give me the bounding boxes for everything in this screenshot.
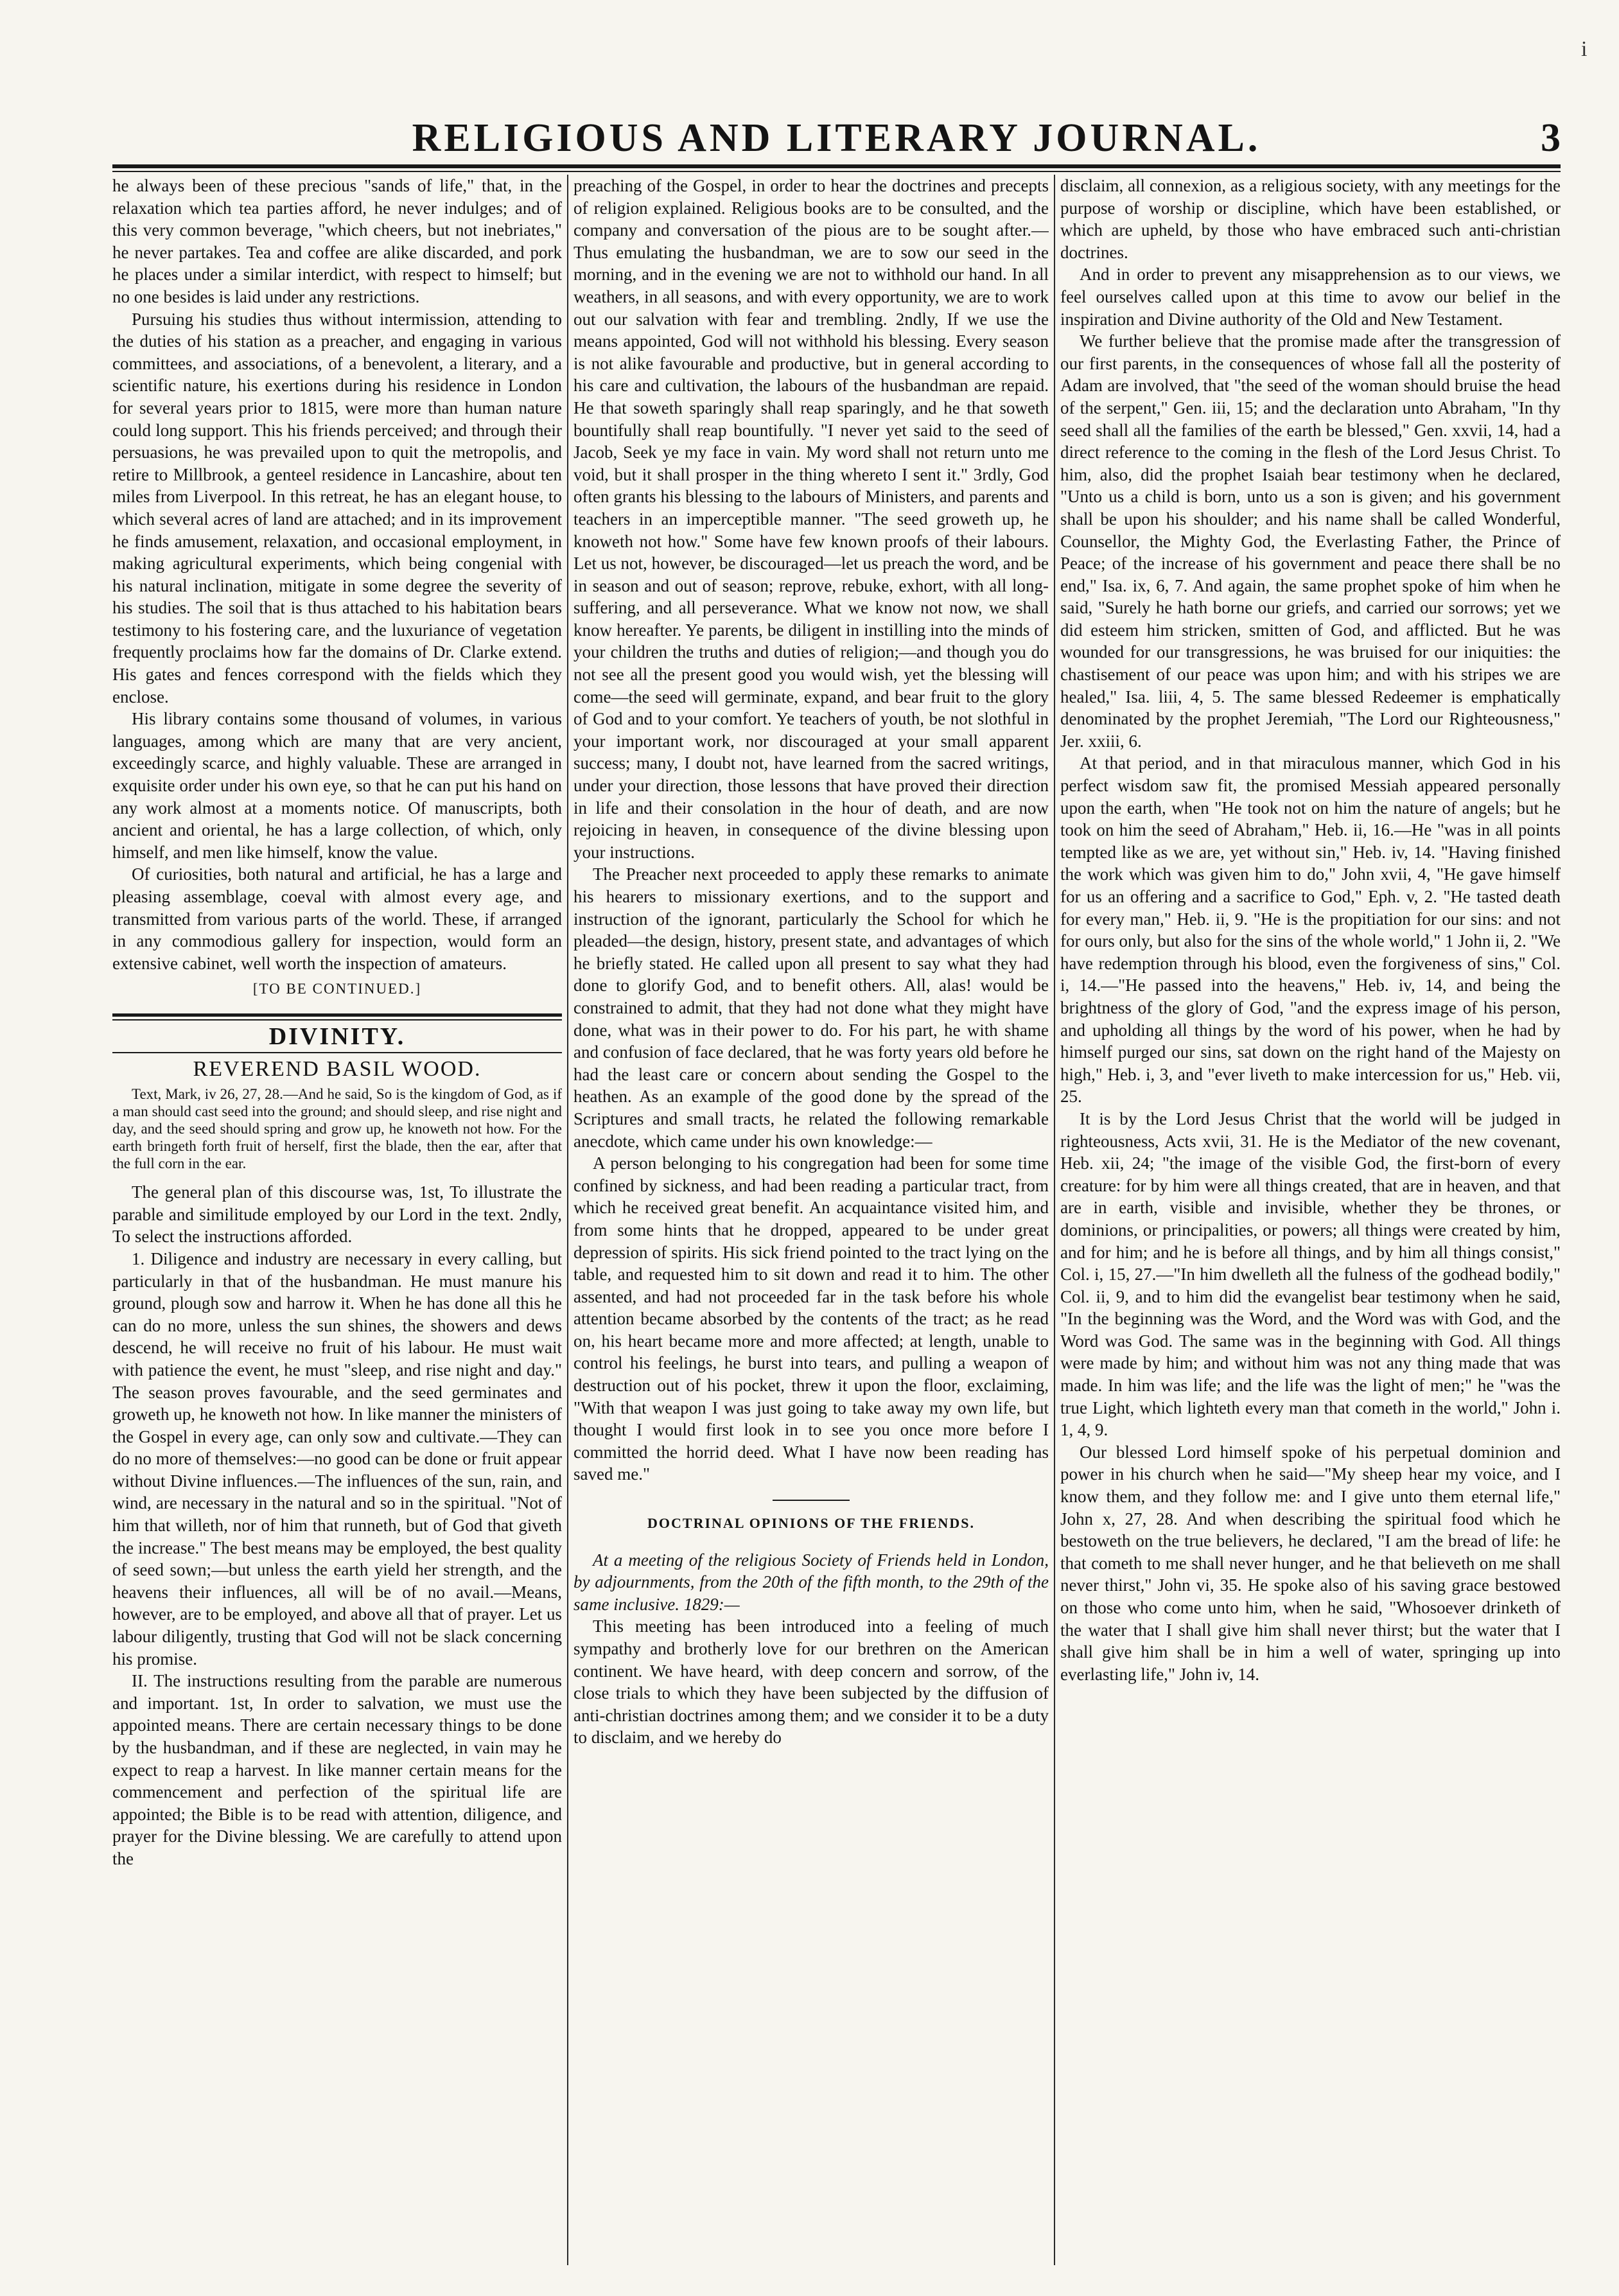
section-title: DIVINITY. [268, 1022, 406, 1050]
article-intro: At a meeting of the religious Society of Friends held in London, by adjournments, from the 20th of the fifth month, to the 29th of the same inclusive. 1829:— [573, 1550, 1049, 1614]
article-paragraph: preaching of the Gospel, in order to hear the doctrines and precepts of religion explained. Religious books are to be consulted, and the company and conversation of the pious are to be sought after.—Thus emulating the husbandman, we are to sow our seed in the morning, and in the evening we are not to withhold our hand. In all weathers, in all seasons, and with every opportunity, we are to work out our salvation with fear and trembling. 2ndly, If we use the means appointed, God will not withhold his blessing. Every season is not alike favourable and productive, but in general according to his care and cultivation, the labours of the husbandman are repaid. He that soweth sparingly shall reap sparingly, and he that soweth bountifully shall reap bountifully. "I never yet said to the seed of Jacob, Seek ye my face in vain. My word shall not return unto me void, but it shall prosper in the thing whereto I sent it." 3rdly, God often grants his blessing to the labours of Ministers, and parents and teachers in an imperceptible manner. "The seed groweth up, he knoweth not how." Some have few known proofs of their labours. Let us not, however, be discouraged—let us preach the word, and be in season and out of season; reprove, rebuke, exhort, with all long-suffering, and all perseverance. What we know not now, we shall know hereafter. Ye parents, be diligent in instilling into the minds of your children the truths and duties of religion;—and though you do not see all the present good you would wish, yet the blessing will come—the seed will germinate, expand, and bear fruit to the glory of God and to your comfort. Ye teachers of youth, be not slothful in your important work, nor discouraged at your small apparent success; many, I doubt not, have learned from the sacred writings, under your direction, those lessons that have proved their direction in life and their consolation in the hour of death, and are now rejoicing in heaven, in consequence of the divine blessing upon your instructions. [573, 176, 1049, 862]
scripture-text-note: Text, Mark, iv 26, 27, 28.—And he said, So is the kingdom of God, as if a man should cast seed into the ground; and should sleep, and rise night and day, and the seed should spring and grow up, he knoweth not how. For the earth bringeth forth fruit of herself, first the blade, then the ear, after that the full corn in the ear. [112, 1086, 562, 1172]
article-paragraph: The general plan of this discourse was, 1st, To illustrate the parable and similitude employed by our Lord in the text. 2ndly, To select the instructions afforded. [112, 1182, 562, 1247]
header-rule-thin [112, 171, 1561, 172]
column-divider-2 [1054, 175, 1055, 2265]
journal-title: RELIGIOUS AND LITERARY JOURNAL. [412, 116, 1261, 160]
section-rule [112, 1013, 562, 1017]
article-paragraph: 1. Diligence and industry are necessary in every calling, but particularly in that of the husbandman. He must manure his ground, plough sow and harrow it. When he has done all this he can do no more, unless the sun shines, the showers and dews descend, he will receive no fruit of his labour. He must wait with patience the event, he must "sleep, and rise night and day." The season proves favourable, and the seed germinates and groweth up, he knoweth not how. In like manner the ministers of the Gospel in every age, can only sow and cultivate.—They can do no more of themselves:—no good can be done or fruit appear without Divine influences.—The influences of the sun, rain, and wind, are necessary in the natural and so in the spiritual. "Not of him that willeth, nor of him that runneth, but of God that giveth the increase." The best means may be employed, the best quality of seed sown;—but unless the earth yield her strength, and the heavens their influences, all will be of no avail.—Means, however, are to be employed, and above all that of prayer. Let us labour diligently, trusting that God will not be slack concerning his promise. [112, 1249, 562, 1669]
article-paragraph: A person belonging to his congregation had been for some time confined by sickness, and had been reading a particular tract, from which he received great benefit. An acquaintance visited him, and from some hints that he dropped, appeared to be under great depression of spirits. His sick friend pointed to the tract lying on the table, and requested him to sit down and read it to him. The other assented, and had not proceeded far in the task before his whole attention became absorbed by the contents of the tract; as he read on, his heart became more and more affected; at length, unable to control his feelings, he burst into tears, and pulling a weapon of destruction out of his pocket, threw it upon the floor, exclaiming, "With that weapon I was just going to take away my own life, but thought I would first look in to see you once more before I committed the horrid deed. What I have now been reading has saved me." [573, 1153, 1049, 1484]
article-separator [773, 1500, 850, 1501]
article-title: REVEREND BASIL WOOD. [193, 1056, 482, 1081]
section-rule-thin [112, 1019, 562, 1021]
section-rule-thin [112, 1052, 562, 1053]
article-paragraph: His library contains some thousand of volumes, in various languages, among which are many that are very ancient, exceedingly scarce, and highly valuable. These are arranged in exquisite order under his own eye, so that he can put his hand on any work almost at a moments notice. Of manuscripts, both ancient and oriental, he has a large collection, of which, only himself, and men like himself, know the value. [112, 709, 562, 862]
column-middle [573, 175, 1049, 2265]
article-paragraph: We further believe that the promise made after the transgression of our first parents, in the consequences of whose fall all the posterity of Adam are involved, that "the seed of the woman should bruise the head of the serpent," Gen. iii, 15; and the declaration unto Abraham, "In thy seed shall all the families of the earth be blessed," Gen. xxvii, 14, had a direct reference to the coming in the flesh of the Lord Jesus Christ. To him, also, did the prophet Isaiah bear testimony when he declared, "Unto us a child is born, unto us a son is given; and his government shall be upon his shoulder; and his name shall be called Wonderful, Counsellor, the Mighty God, the Everlasting Father, the Prince of Peace; of the increase of his government and peace there shall be no end," Isa. ix, 6, 7. And again, the same prophet spoke of him when he said, "Surely he hath borne our griefs, and carried our sorrows; yet we did esteem him stricken, smitten of God, and afflicted. But he was wounded for our transgressions, he was bruised for our iniquities: the chastisement of our peace was upon him; and with his stripes we are healed," Isa. liii, 4, 5. The same blessed Redeemer is emphatically denominated by the prophet Jeremiah, "The Lord our Righteousness," Jer. xxiii, 6. [1060, 331, 1561, 751]
article-paragraph: II. The instructions resulting from the parable are numerous and important. 1st, In order to salvation, we must use the appointed means. There are certain necessary things to be done by the husbandman, and if these are neglected, in vain may he expect to reap a harvest. In like manner certain means for the commencement and perfection of the spiritual life are appointed; the Bible is to be read with attention, diligence, and prayer for the Divine blessing. We are carefully to attend upon the [112, 1671, 562, 1868]
article-paragraph: Of curiosities, both natural and artificial, he has a large and pleasing assemblage, coeval with almost every age, and transmitted from various parts of the world. These, if arranged in any commodious gallery for inspection, would form an extensive cabinet, well worth the inspection of amateurs. [112, 864, 562, 973]
article-paragraph: he always been of these precious "sands of life," that, in the relaxation which tea parties afford, he never indulges; and of this very common beverage, "which cheers, but not inebriates," he never partakes. Tea and coffee are alike discarded, and pork he places under a similar interdict, with respect to himself; but no one besides is laid under any restrictions. [112, 176, 562, 306]
corner-mark: i [1581, 37, 1588, 61]
article-paragraph: Our blessed Lord himself spoke of his perpetual dominion and power in his church when he said—"My sheep hear my voice, and I know them, and they follow me: and I give unto them eternal life," John x, 27, 28. And when describing the spiritual food which he bestoweth on the true believers, he declared, "I am the bread of life: he that cometh to me shall never hunger, and he that believeth on me shall never thirst," John vi, 35. He spoke also of his saving grace bestowed on those who come unto him, when he said, "Whosoever drinketh of the water that I shall give him shall never thirst; but the water that I shall give him shall be in him a well of water, springing up into everlasting life," John iv, 14. [1060, 1442, 1561, 1684]
page-number: 3 [1541, 116, 1561, 160]
article-paragraph: It is by the Lord Jesus Christ that the world will be judged in righteousness, Acts xvii, 31. He is the Mediator of the new covenant, Heb. xii, 24; "the image of the visible God, the first-born of every creature: for by him were all things created, that are in heaven, and that are in earth, visible and invisible, whether they be thrones, or dominions, or principalities, or powers; all things were created by him, and for him; and he is before all things, and by him all things consist," Col. i, 15, 27.—"In him dwelleth all the fulness of the godhead bodily," Col. ii, 9, and to him did the evangelist bear testimony when he said, "In the beginning was the Word, and the Word was with God, and the Word was God. The same was in the beginning with God. All things were made by him; and without him was not any thing made that was made. In him was life; and the life was the light of men;" he "was the true Light, which lighteth every man that cometh in the world," John i. 1, 4, 9. [1060, 1109, 1561, 1440]
masthead [112, 116, 1561, 161]
article-paragraph: disclaim, all connexion, as a religious society, with any meetings for the purpose of worship or discipline, which have been established, or which are upheld, by those who have embraced such anti-christian doctrines. [1060, 176, 1561, 262]
article-paragraph: And in order to prevent any misapprehension as to our views, we feel ourselves called upon at this time to avow our belief in the inspiration and Divine authority of the Old and New Testament. [1060, 265, 1561, 329]
article-paragraph: Pursuing his studies thus without intermission, attending to the duties of his station as a preacher, and engaging in various committees, and associations, of a benevolent, a literary, and a scientific nature, his exertions during his residence in London for several years prior to 1815, were more than human nature could long support. This his friends perceived; and through their persuasions, he was prevailed upon to quit the metropolis, and retire to Millbrook, a genteel residence in Lancashire, about ten miles from Liverpool. In this retreat, he has an elegant house, to which several acres of land are attached; and in its improvement he finds amusement, relaxation, and occasional employment, in making agricultural experiments, which being congenial with his natural inclination, mitigate in some degree the severity of his studies. The soil that is thus attached to his habitation bears testimony to his fostering care, and the luxuriance of vegetation frequently proclaims how far the domains of Dr. Clarke extend. His gates and fences correspond with the fields which they enclose. [112, 309, 562, 706]
continued-note: [TO BE CONTINUED.] [252, 981, 422, 997]
column-divider-1 [567, 175, 568, 2265]
header-rule-thick [112, 164, 1561, 168]
article-heading: DOCTRINAL OPINIONS OF THE FRIENDS. [647, 1515, 975, 1532]
article-paragraph: This meeting has been introduced into a feeling of much sympathy and brotherly love for our brethren on the American continent. We have heard, with deep concern and sorrow, of the close trials to which they have been subjected by the diffusion of anti-christian doctrines among them; and we consider it to be a duty to disclaim, and we hereby do [573, 1617, 1049, 1748]
column-left [112, 175, 562, 2265]
column-right [1060, 175, 1561, 2265]
article-paragraph: At that period, and in that miraculous manner, which God in his perfect wisdom saw fit, the promised Messiah appeared personally upon the earth, when "He took not on him the nature of angels; but he took on him the seed of Abraham," Heb. ii, 16.—He "was in all points tempted like as we are, yet without sin," Heb. iv, 14. "Having finished the work which was given him to do," John xvii, 4, "He gave himself for us an offering and a sacrifice to God," Eph. v, 2. "He tasted death for every man," Heb. ii, 9. "He is the propitiation for our sins: and not for ours only, but also for the sins of the whole world," 1 John ii, 2. "We have redemption through his blood, even the forgiveness of sins," Col. i, 14.—"He passed into the heavens," Heb. iv, 14, and being the brightness of the glory of God, "and the express image of his person, and upholding all things by the word of his power, when he had by himself purged our sins, sat down on the right hand of the Majesty on high," Heb. i, 3, and "ever liveth to make intercession for us," Heb. vii, 25. [1060, 753, 1561, 1107]
article-paragraph: The Preacher next proceeded to apply these remarks to animate his hearers to missionary exertions, and to the support and instruction of the ignorant, particularly the School for which he pleaded—the design, history, present state, and advantages of which he briefly stated. He called upon all present to say what they had done to glorify God, and to benefit others. All, alas! would be constrained to admit, that they had not done what they might have done, what was in their power to do. For his part, he with shame and confusion of face declared, that he was forty years old before he had the least care or concern about sending the Gospel to the heathen. As an example of the good done by the spread of the Scriptures and small tracts, he related the following remarkable anecdote, which came under his own knowledge:— [573, 864, 1049, 1151]
